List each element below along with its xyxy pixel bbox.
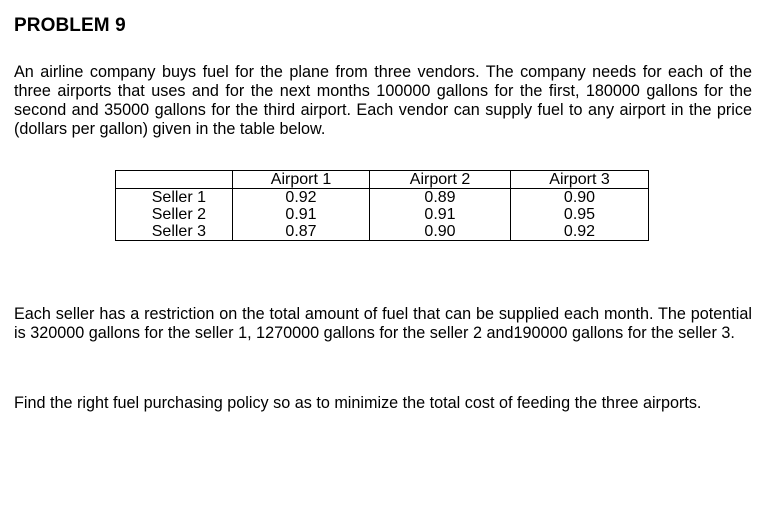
row-header-seller-3: Seller 3 [116, 223, 233, 241]
price-cell: 0.91 [370, 206, 511, 223]
restriction-paragraph: Each seller has a restriction on the total amount of fuel that can be supplied each month. The potential is 320000 gallons for the seller 1, 1270000 gallons for the seller 2 and190000 gallons for the seller 3. [14, 305, 752, 342]
problem-title: PROBLEM 9 [14, 15, 126, 36]
price-cell: 0.90 [370, 223, 511, 241]
price-cell: 0.92 [511, 223, 649, 241]
intro-paragraph: An airline company buys fuel for the plane from three vendors. The company needs for each of the three airports that uses and for the next months 100000 gallons for the first, 180000 gallons for the second and 35000 gallons for the third airport. Each vendor can supply fuel to any airport in the price (dollars per gallon) given in the table below. [14, 63, 752, 138]
row-header-seller-1: Seller 1 [116, 189, 233, 207]
column-header-airport-2: Airport 2 [370, 171, 511, 189]
price-cell: 0.95 [511, 206, 649, 223]
price-cell: 0.91 [233, 206, 370, 223]
fuel-price-table [115, 170, 649, 241]
table-header-row [116, 171, 649, 189]
column-header-airport-3: Airport 3 [511, 171, 649, 189]
price-cell: 0.89 [370, 189, 511, 207]
table-row [116, 206, 649, 223]
price-cell: 0.92 [233, 189, 370, 207]
row-header-seller-2: Seller 2 [116, 206, 233, 223]
task-paragraph: Find the right fuel purchasing policy so as to minimize the total cost of feeding the three airports. [14, 394, 702, 412]
price-cell: 0.90 [511, 189, 649, 207]
table-row [116, 223, 649, 241]
column-header-airport-1: Airport 1 [233, 171, 370, 189]
table-row [116, 189, 649, 207]
table-corner-cell [116, 171, 233, 189]
price-cell: 0.87 [233, 223, 370, 241]
